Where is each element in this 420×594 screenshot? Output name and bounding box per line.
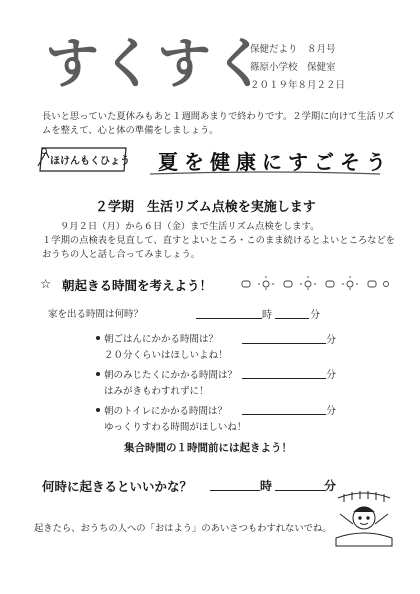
wake-heading: 朝起きる時間を考えよう！ [62, 278, 213, 293]
breakfast-minute-unit: 分 [326, 335, 336, 346]
school-name: 篠原小学校 保健室 [250, 62, 336, 73]
check-line-1: ９月２日（月）から６日（金）まで生活リズム点検をします。 [60, 221, 320, 232]
toilet-minute-blank[interactable] [242, 414, 326, 415]
intro-line-1: 長いと思っていた夏休みもあと１週間あまりで終わりです。２学期に向けて生活リズ [42, 111, 395, 122]
goal-tag-label: ほけんもくひょう [50, 156, 130, 167]
wake-minute-unit: 分 [324, 479, 337, 493]
check-line-2: １学期の点検表を見直して、直すとよいところ・このまま続けるとよいところなどを [42, 235, 396, 246]
bullet-dot [96, 336, 100, 340]
newsletter-issue: 保健だより ８月号 [250, 44, 336, 55]
goal-title: 夏を健康にすごそう [158, 150, 392, 174]
leave-hour-unit: 時 [262, 310, 272, 321]
star-icon: ☆ [40, 276, 52, 291]
toilet-minute-unit: 分 [326, 406, 336, 417]
leave-hour-blank[interactable] [196, 318, 262, 319]
leave-minute-blank[interactable] [275, 318, 309, 319]
issue-date: ２０１９年８月２２日 [250, 80, 346, 91]
goal-title-underline [150, 171, 380, 177]
bullet-dot [96, 408, 100, 412]
toilet-time-question: 朝のトイレにかかる時間は？ [104, 406, 228, 417]
wake-hour-unit: 時 [260, 479, 273, 493]
newsletter-title: すくすく [45, 32, 269, 95]
check-heading: ２学期 生活リズム点検を実施します [95, 200, 316, 215]
wake-minute-blank[interactable] [275, 490, 325, 491]
wake-hour-blank[interactable] [210, 490, 260, 491]
getting-ready-time-question: 朝のみじたくにかかる時間は？ [104, 370, 238, 381]
waking-child-illustration [330, 490, 398, 548]
sun-cloud-decoration [240, 276, 390, 290]
toilet-time-note: ゆっくりすわる時間がほしいね！ [104, 422, 247, 433]
intro-line-2: ムを整えて、心と体の準備をしましょう。 [42, 125, 219, 136]
meeting-time-note: 集合時間の１時間前には起きよう！ [124, 442, 292, 454]
leave-minute-unit: 分 [310, 310, 320, 321]
getting-ready-minute-blank[interactable] [242, 378, 326, 379]
closing-message: 起きたら、おうちの人への「おはよう」のあいさつもわすれないでね。 [34, 523, 332, 534]
check-line-3: おうちの人と話し合ってみましょう。 [42, 249, 201, 260]
wake-time-question: 何時に起きるといいかな？ [42, 479, 193, 494]
leave-time-question: 家を出る時間は何時？ [48, 309, 144, 320]
bullet-dot [96, 372, 100, 376]
breakfast-time-note: ２０分くらいはほしいよね！ [104, 350, 228, 361]
getting-ready-minute-unit: 分 [326, 370, 336, 381]
getting-ready-time-note: はみがきもわすれずに！ [104, 386, 209, 397]
breakfast-minute-blank[interactable] [242, 343, 326, 344]
breakfast-time-question: 朝ごはんにかかる時間は？ [104, 334, 219, 345]
